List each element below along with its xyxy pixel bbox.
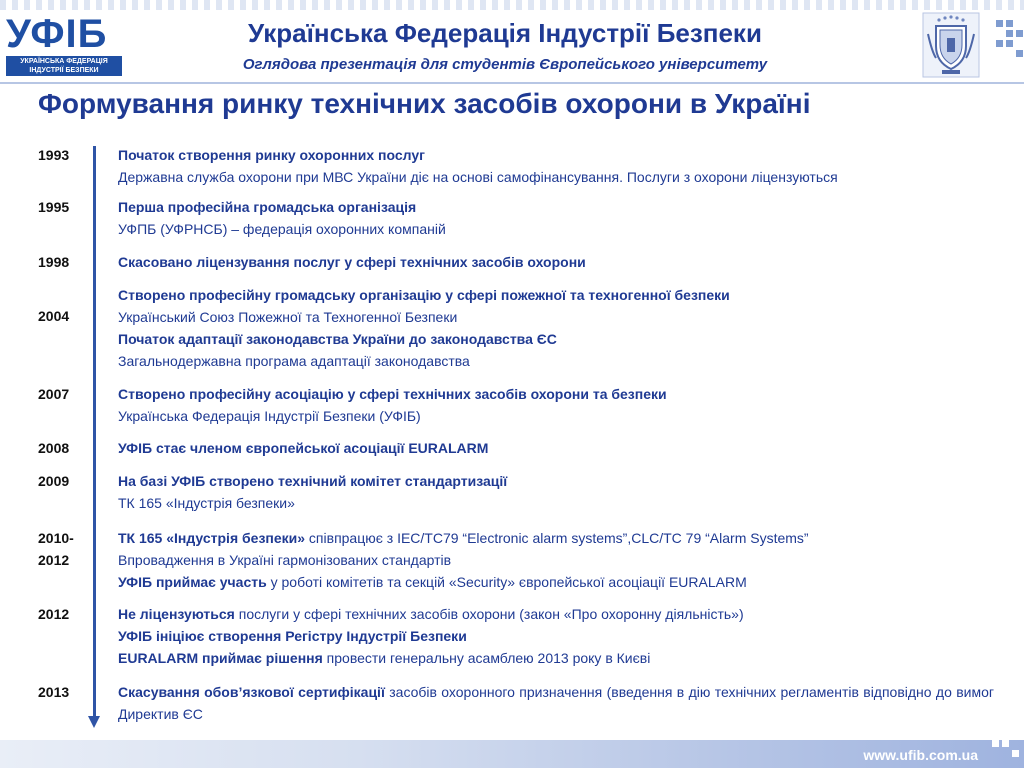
header-subtitle: Оглядова презентація для студентів Європейського університету	[242, 56, 768, 73]
entry-detail: Українська Федерація Індустрії Безпеки (УФІБ)	[118, 408, 421, 424]
entry-year: 2007	[38, 386, 70, 402]
entry-year: 1993	[38, 147, 70, 163]
entry-heading: Створено професійну асоціацію у сфері технічних засобів охорони та безпеки	[118, 386, 667, 402]
entry-year: 1998	[38, 254, 70, 270]
entry-heading: Початок створення ринку охоронних послуг	[118, 147, 425, 163]
entry-heading: Створено професійну громадську організацію у сфері пожежної та техногенної безпеки	[118, 287, 730, 303]
ufib-logo[interactable]	[6, 14, 122, 76]
entry-heading: На базі УФІБ створено технічний комітет стандартизації	[118, 473, 508, 489]
university-crest-icon	[922, 12, 980, 78]
entry-detail: УФПБ (УФРНСБ) – федерація охоронних компаній	[118, 221, 446, 237]
entry-year: 2010- 2012	[38, 530, 74, 568]
top-decorative-bar	[0, 0, 1024, 10]
entry-year: 2004	[38, 308, 70, 324]
entry-heading: Початок адаптації законодавства України до законодавства ЄС	[118, 331, 557, 347]
entry-line-2: УФІБ ініціює створення Регістру Індустрії Безпеки	[118, 628, 467, 644]
entry-year: 2013	[38, 684, 70, 700]
entry-detail: Український Союз Пожежної та Техногенної Безпеки	[118, 309, 458, 325]
timeline-axis	[93, 146, 96, 718]
page-title: Формування ринку технічних засобів охорони в Україні	[38, 88, 811, 119]
entry-year: 2008	[38, 440, 70, 456]
entry-heading: Скасовано ліцензування послуг у сфері технічних засобів охорони	[118, 254, 586, 270]
entry-detail: Державна служба охорони при МВС України діє на основі самофінансування. Послуги з охорони ліцензуються	[118, 169, 838, 185]
entry-line-3: УФІБ приймає участь у роботі комітетів та секцій «Security» європейської асоціації EURALARM	[118, 574, 747, 590]
logo-text: УФІБ	[6, 12, 108, 56]
entry-year: 2012	[38, 606, 70, 622]
entry-heading: УФІБ стає членом європейської асоціації EURALARM	[118, 440, 489, 456]
timeline-arrow-icon	[88, 716, 100, 728]
entry-heading: Перша професійна громадська організація	[118, 199, 417, 215]
entry-detail: Загальнодержавна програма адаптації законодавства	[118, 353, 470, 369]
entry-line-2: Впровадження в Україні гармонізованих стандартів	[118, 552, 452, 568]
logo-subtitle: УКРАЇНСЬКА ФЕДЕРАЦІЯ ІНДУСТРІЇ БЕЗПЕКИ	[6, 56, 122, 76]
entry-year: 1995	[38, 199, 70, 215]
website-link[interactable]: www.ufib.com.ua	[863, 747, 978, 763]
entry-year: 2009	[38, 473, 70, 489]
entry-line-1: Скасування обов’язкової сертифікації засобів охоронного призначення (введення в дію технічних регламентів відповідно до вимог Директив ЄС	[118, 684, 994, 722]
entry-line-1: ТК 165 «Індустрія безпеки» співпрацює з IEC/TC79 “Electronic alarm systems”,CLC/TC 79 “Alarm Systems”	[118, 530, 809, 546]
entry-detail: ТК 165 «Індустрія безпеки»	[118, 495, 295, 511]
header-title: Українська Федерація Індустрії Безпеки	[248, 18, 762, 48]
entry-line-3: EURALARM приймає рішення провести генеральну асамблею 2013 року в Києві	[118, 650, 651, 666]
entry-line-1: Не ліцензуються послуги у сфері технічних засобів охорони (закон «Про охоронну діяльність»)	[118, 606, 744, 622]
header-divider	[0, 82, 1024, 84]
